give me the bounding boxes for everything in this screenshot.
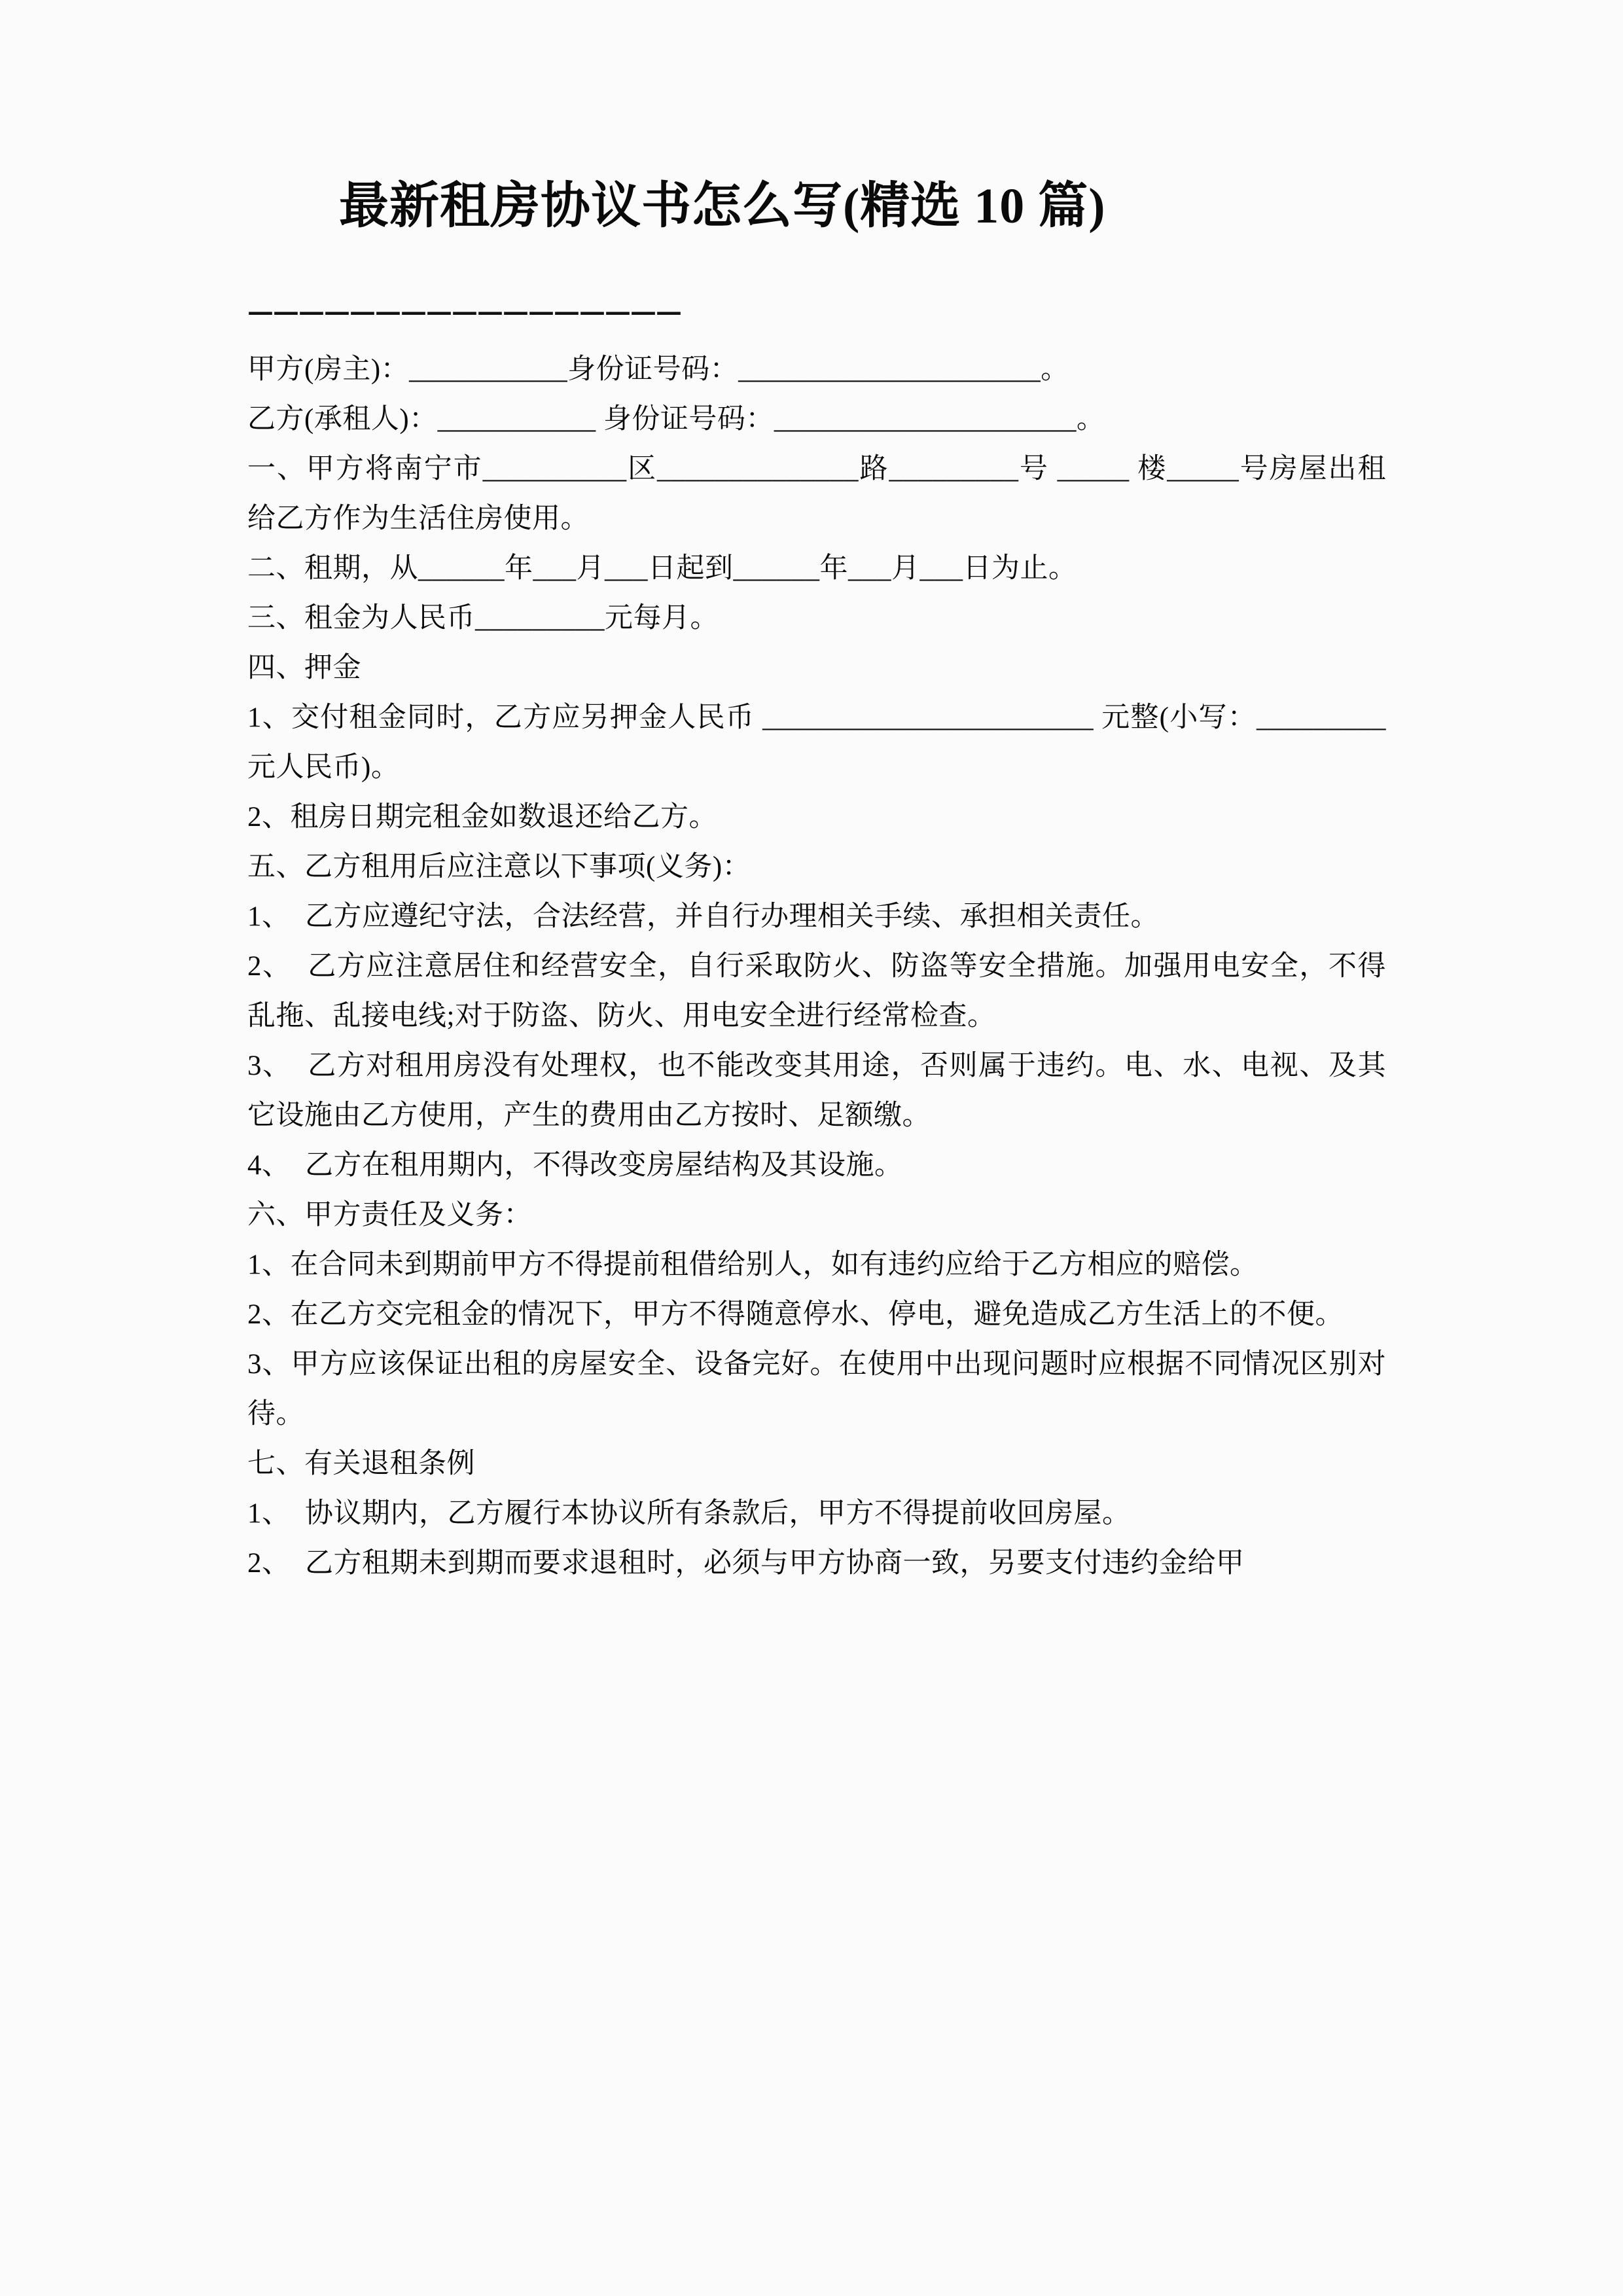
clause-six-heading: 六、甲方责任及义务： [247, 1200, 532, 1231]
clause-four-item-1: 1、交付租金同时，乙方应另押金人民币 _______________________ 元整(小写：_________ 元人民币)。 [247, 702, 1394, 783]
clause-four-item-2: 2、租房日期完租金如数退还给乙方。 [247, 802, 717, 833]
clause-two-term: 二、租期，从______年___月___日起到______年___月___日为止。 [247, 553, 1077, 584]
separator-rule: ————————————————— [247, 298, 681, 326]
clause-five-item-1: 1、 乙方应遵纪守法，合法经营，并自行办理相关手续、承担相关责任。 [247, 901, 1159, 933]
clause-seven-item-1: 1、 协议期内，乙方履行本协议所有条款后，甲方不得提前收回房屋。 [247, 1498, 1131, 1530]
clause-five-item-2: 2、 乙方应注意居住和经营安全，自行采取防火、防盗等安全措施。加强用电安全，不得乱拖、乱接电线;对于防盗、防火、用电安全进行经常检查。 [247, 951, 1386, 1032]
clause-three-rent: 三、租金为人民币_________元每月。 [247, 603, 719, 634]
party-b-line: 乙方(承租人)：___________ 身份证号码：_____________________。 [247, 404, 1105, 435]
clause-seven-heading: 七、有关退租条例 [247, 1448, 475, 1480]
clause-five-item-3: 3、 乙方对租用房没有处理权，也不能改变其用途，否则属于违约。电、水、电视、及其它设施由乙方使用，产生的费用由乙方按时、足额缴。 [247, 1050, 1386, 1132]
clause-six-item-3: 3、甲方应该保证出租的房屋安全、设备完好。在使用中出现问题时应根据不同情况区别对待。 [247, 1349, 1386, 1430]
page-title: 最新租房协议书怎么写(精选 10 篇) [339, 179, 1106, 234]
clause-four-heading: 四、押金 [247, 653, 361, 684]
clause-six-item-1: 1、在合同未到期前甲方不得提前租借给别人，如有违约应给于乙方相应的赔偿。 [247, 1249, 1258, 1281]
clause-one-address: 一、甲方将南宁市__________区______________路_________号 _____ 楼_____号房屋出租给乙方作为生活住房使用。 [247, 454, 1386, 535]
clause-six-item-2: 2、在乙方交完租金的情况下，甲方不得随意停水、停电，避免造成乙方生活上的不便。 [247, 1299, 1344, 1331]
document-body [247, 177, 1394, 1588]
clause-seven-item-2: 2、 乙方租期未到期而要求退租时，必须与甲方协商一致，另要支付违约金给甲 [247, 1548, 1245, 1579]
clause-five-heading: 五、乙方租用后应注意以下事项(义务)： [247, 852, 751, 883]
party-a-line: 甲方(房主)：___________身份证号码：_____________________。 [247, 354, 1069, 386]
clause-five-item-4: 4、 乙方在租用期内，不得改变房屋结构及其设施。 [247, 1150, 903, 1181]
